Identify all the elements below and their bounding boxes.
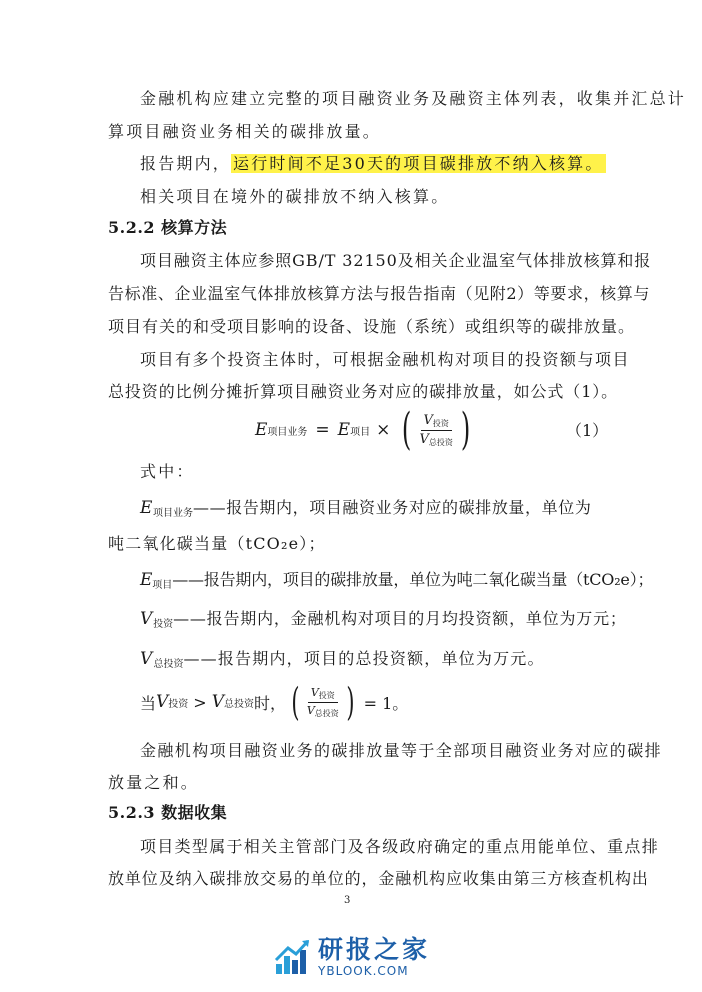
page-number: 3 [344,895,351,906]
paragraph-line: 告标准、企业温室气体排放核算方法与报告指南（见附2）等要求，核算与 [108,284,650,303]
watermark-text-en: YBLOOK.COM [318,964,409,978]
formula-var: E [255,420,268,440]
formula-1 [255,400,476,460]
paragraph-line: 放单位及纳入碳排放交易的单位的，金融机构应收集由第三方核查机构出 [108,869,649,888]
paragraph-line: 放量之和。 [108,773,200,792]
fraction-numerator-var: V [423,412,433,428]
formula-var: E [337,420,351,440]
definition-sub: 项目业务 [153,508,194,519]
definition-sub: 投资 [153,619,174,630]
paragraph-line: 总投资的比例分摊折算项目融资业务对应的碳排放量，如公式（1）。 [108,382,619,401]
condition-sub: 投资 [168,698,189,710]
paragraph-line: 算项目融资业务相关的碳排放量。 [108,122,382,141]
definition-var: E [140,570,153,590]
definition-item [140,569,653,597]
formula-sub: 项目 [350,426,371,438]
fraction-denominator-var: V [306,703,315,717]
fraction-denominator-sub: 总投资 [314,708,339,718]
fraction-numerator-sub: 投资 [432,418,449,428]
condition-formula [140,680,409,724]
paragraph-line-highlighted [140,153,606,175]
condition-fraction [304,686,342,719]
condition-sub: 总投资 [223,698,254,710]
definition-text: ——报告期内，金融机构对项目的月均投资额，单位为万元； [173,609,627,628]
definition-sub: 项目 [152,580,173,591]
paragraph-line: 金融机构项目融资业务的碳排放量等于全部项目融资业务对应的碳排 [140,741,663,760]
condition-greater-than: > [193,692,207,712]
definition-text: ——报告期内，项目的碳排放量，单位为吨二氧化碳当量（tCO₂e）； [172,570,654,589]
fraction-denominator-sub: 总投资 [428,437,453,447]
condition-then: 时， [253,693,286,713]
paragraph-line: 项目有关的和受项目影响的设备、设施（系统）或组织等的碳排放量。 [108,317,636,336]
formula-sub: 项目业务 [267,426,308,438]
definition-sub: 总投资 [153,659,184,670]
paragraph-line: 项目有多个投资主体时，可根据金融机构对项目的投资额与项目 [140,350,631,369]
formula-equals: = [315,420,330,440]
definition-var: V [140,649,154,669]
text-span: 报告期内， [140,154,232,173]
paragraph-line: 项目融资主体应参照GB/T 32150及相关企业温室气体排放核算和报 [140,251,652,270]
definitions-intro: 式中： [140,462,195,481]
formula-parenthesis: ( $\frac{V_{投资}}{V_{总投资}}$ ) [402,404,471,455]
condition-equals-one: = 1。 [363,693,409,713]
condition-parenthesis: ( $\frac{V_{投资}}{V_{总投资}}$ ) [291,680,355,724]
condition-var: V [211,692,224,712]
section-heading: 5.2.2 核算方法 [108,218,228,237]
condition-var: V [156,692,169,712]
definition-item-continued: 吨二氧化碳当量（tCO₂e）； [108,534,326,553]
paragraph-line: 相关项目在境外的碳排放不纳入核算。 [140,187,450,206]
highlighted-text: 运行时间不足30天的项目碳排放不纳入核算。 [233,154,604,173]
definition-text: ——报告期内，项目的总投资额，单位为万元。 [183,649,545,668]
fraction-denominator-var: V [419,431,429,447]
paragraph-line: 金融机构应建立完整的项目融资业务及融资主体列表，收集并汇总计 [140,89,687,108]
section-heading: 5.2.3 数据收集 [108,803,228,822]
definition-item [140,497,591,525]
fraction-numerator-var: V [310,685,319,699]
definition-var: E [140,498,154,518]
bar-chart-logo-icon [274,938,312,976]
condition-when: 当 [140,693,157,713]
watermark-text-cn: 研报之家 [318,935,431,964]
paragraph-line: 项目类型属于相关主管部门及各级政府确定的重点用能单位、重点排 [140,837,660,856]
formula-fraction [417,413,456,448]
definition-var: V [140,609,154,629]
definition-item [140,648,545,676]
formula-times: × [376,420,391,440]
equation-number: （1） [566,421,609,440]
watermark-logo [274,936,430,978]
definition-item [140,608,627,636]
fraction-numerator-sub: 投资 [318,690,335,700]
definition-text: ——报告期内，项目融资业务对应的碳排放量，单位为 [193,498,592,517]
